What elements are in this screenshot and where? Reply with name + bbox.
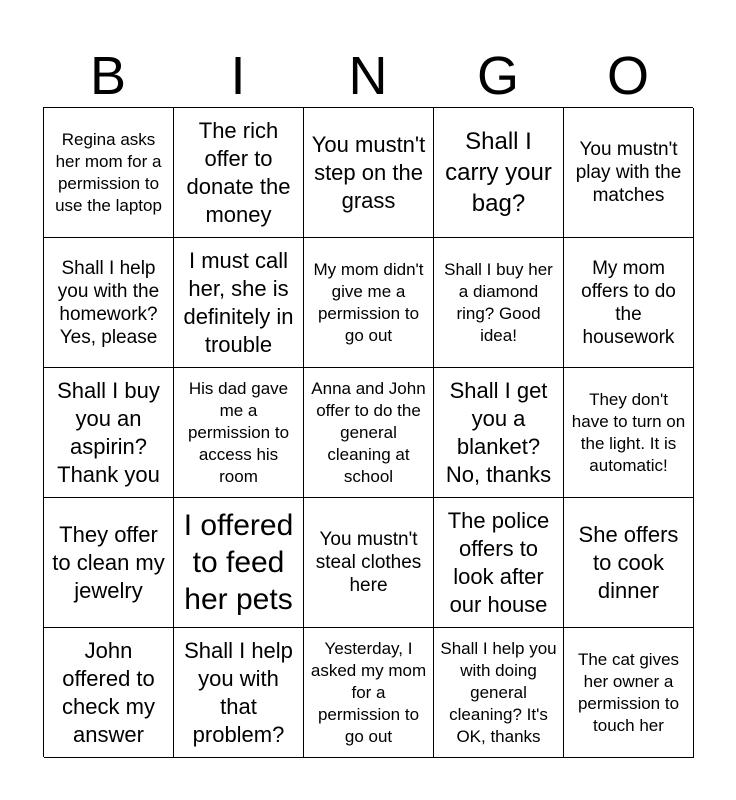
header-letter-i: I: [230, 46, 246, 106]
cell-text: They don't have to turn on the light. It is automatic!: [571, 389, 686, 475]
cell-text: They offer to clean my jewelry: [52, 521, 165, 603]
cell-text: Regina asks her mom for a permission to use the laptop: [55, 129, 162, 215]
cell-text: Shall I buy her a diamond ring? Good idea!: [444, 259, 553, 345]
header-letter-g: G: [476, 46, 519, 106]
cell-text: Anna and John offer to do the general cleaning at school: [311, 378, 426, 486]
bingo-cell[interactable]: [44, 628, 174, 758]
bingo-cell[interactable]: [44, 238, 174, 368]
bingo-cell[interactable]: [174, 108, 304, 238]
bingo-cell[interactable]: [564, 498, 694, 628]
cell-text: His dad gave me a permission to access his room: [187, 378, 290, 486]
bingo-cell[interactable]: [434, 238, 564, 368]
cell-text: Shall I help you with doing general cleaning? It's OK, thanks: [440, 638, 557, 746]
header-letter-b: B: [89, 46, 127, 106]
cell-text: John offered to check my answer: [62, 637, 155, 747]
cell-text: My mom offers to do the housework: [581, 257, 676, 348]
cell-text: You mustn't play with the matches: [575, 139, 682, 206]
bingo-cell[interactable]: [44, 368, 174, 498]
bingo-cell[interactable]: [44, 108, 174, 238]
bingo-cell[interactable]: [174, 628, 304, 758]
cell-text: You mustn't steal clothes here: [315, 529, 422, 596]
cell-text: My mom didn't give me a permission to go out: [313, 259, 424, 345]
cell-text: I offered to feed her pets: [183, 509, 294, 616]
bingo-cell[interactable]: [304, 628, 434, 758]
bingo-header: [43, 46, 693, 106]
cell-text: Shall I help you with the homework? Yes, please: [57, 257, 160, 348]
bingo-cell[interactable]: [564, 238, 694, 368]
bingo-cell[interactable]: [434, 368, 564, 498]
cell-text: The rich offer to donate the money: [186, 117, 291, 227]
bingo-cell[interactable]: [564, 628, 694, 758]
bingo-cell[interactable]: [434, 498, 564, 628]
bingo-cell[interactable]: [434, 628, 564, 758]
header-letter-n: N: [348, 46, 388, 106]
bingo-cell[interactable]: [304, 108, 434, 238]
cell-text: Yesterday, I asked my mom for a permission to go out: [310, 638, 427, 746]
cell-text: Shall I buy you an aspirin? Thank you: [57, 377, 160, 487]
header-letter-o: O: [606, 46, 649, 106]
bingo-cell[interactable]: [304, 498, 434, 628]
bingo-cell[interactable]: [174, 368, 304, 498]
bingo-cell[interactable]: [564, 108, 694, 238]
bingo-cell[interactable]: [304, 368, 434, 498]
cell-text: Shall I help you with that problem?: [184, 637, 293, 747]
bingo-board: [43, 107, 693, 757]
cell-text: She offers to cook dinner: [578, 521, 679, 603]
bingo-cell[interactable]: [44, 498, 174, 628]
bingo-cell[interactable]: [174, 238, 304, 368]
cell-text: Shall I get you a blanket? No, thanks: [445, 377, 552, 487]
bingo-cell[interactable]: [434, 108, 564, 238]
bingo-cell[interactable]: [564, 368, 694, 498]
bingo-cell[interactable]: [304, 238, 434, 368]
cell-text: You mustn't step on the grass: [311, 131, 426, 213]
cell-text: The police offers to look after our house: [447, 507, 550, 617]
cell-text: Shall I carry your bag?: [445, 128, 552, 217]
bingo-cell[interactable]: [174, 498, 304, 628]
cell-text: The cat gives her owner a permission to touch her: [577, 649, 680, 735]
cell-text: I must call her, she is definitely in trouble: [183, 247, 294, 357]
